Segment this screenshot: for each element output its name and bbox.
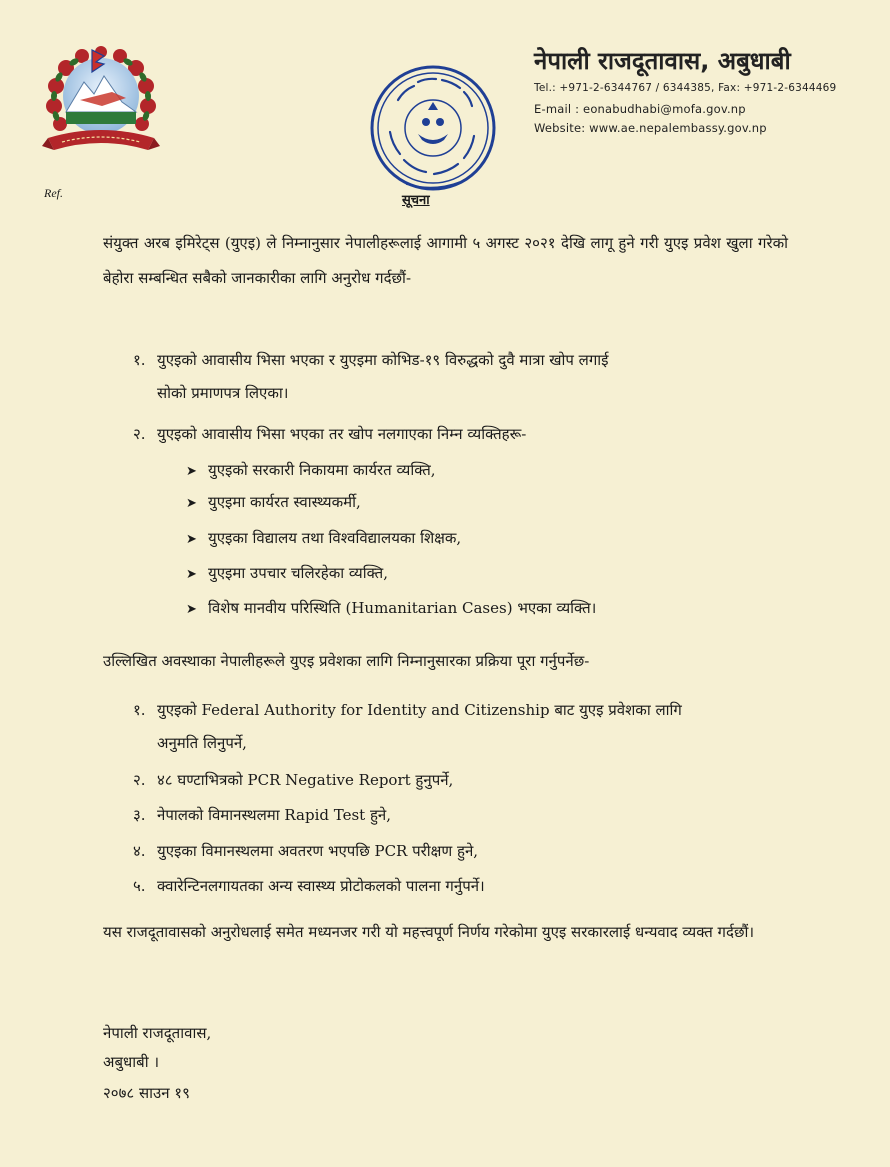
item-text: नेपालको विमानस्थलमा Rapid Test हुने, xyxy=(157,806,392,824)
category-item: ➤ युएइको सरकारी निकायमा कार्यरत व्यक्ति, xyxy=(186,458,786,484)
closing-paragraph: यस राजदूतावासको अनुरोधलाई समेत मध्यनजर गरी यो महत्त्वपूर्ण निर्णय गरेकोमा युएइ सरकारलाई धन्यवाद व्यक्त गर्दछौं। xyxy=(103,923,755,941)
eligibility-item-2 xyxy=(133,418,788,451)
item-number: २. xyxy=(133,771,146,789)
signature-city: अबुधाबी । xyxy=(103,1053,160,1071)
item-text: युएइको Federal Authority for Identity and Citizenship बाट युएइ प्रवेशका लागि xyxy=(157,701,682,719)
item-text: युएइको आवासीय भिसा भएका र युएइमा कोभिड-१९ विरुद्धको दुवै मात्रा खोप लगाई xyxy=(157,351,609,369)
item-text: युएइको आवासीय भिसा भएका तर खोप नलगाएका निम्न व्यक्तिहरू- xyxy=(157,425,527,443)
procedure-item-1 xyxy=(133,694,788,760)
category-item: ➤ युएइमा कार्यरत स्वास्थ्यकर्मी, xyxy=(186,490,786,516)
notice-heading: सूचना xyxy=(402,193,430,208)
arrow-bullet-icon: ➤ xyxy=(186,567,197,582)
item-number: ४. xyxy=(133,842,146,860)
item-text: क्वारेन्टिनलगायतका अन्य स्वास्थ्य प्रोटोकलको पालना गर्नुपर्ने। xyxy=(157,877,485,895)
telephone-fax: Tel.: +971-2-6344767 / 6344385, Fax: +971-2-6344469 xyxy=(534,82,837,94)
arrow-bullet-icon: ➤ xyxy=(186,464,197,479)
category-item: ➤ युएइका विद्यालय तथा विश्वविद्यालयका शिक्षक, xyxy=(186,526,786,552)
arrow-bullet-icon: ➤ xyxy=(186,532,197,547)
arrow-bullet-icon: ➤ xyxy=(186,602,197,617)
category-item: ➤ विशेष मानवीय परिस्थिति (Humanitarian Cases) भएका व्यक्ति। xyxy=(186,596,786,622)
item-number: २. xyxy=(133,425,146,443)
item-text-continued: सोको प्रमाणपत्र लिएका। xyxy=(157,384,289,402)
procedure-item-4 xyxy=(133,835,788,868)
ref-label: Ref. xyxy=(44,186,63,200)
item-number: ५. xyxy=(133,877,146,895)
email-address: E-mail : eonabudhabi@mofa.gov.np xyxy=(534,102,746,116)
nepal-emblem-icon xyxy=(42,42,160,164)
arrow-bullet-icon: ➤ xyxy=(186,496,197,511)
procedure-item-5 xyxy=(133,870,788,903)
eligibility-item-1 xyxy=(133,344,788,410)
item-text-continued: अनुमति लिनुपर्ने, xyxy=(157,734,247,752)
website-address: Website: www.ae.nepalembassy.gov.np xyxy=(534,121,767,135)
embassy-seal-icon xyxy=(368,62,498,194)
signature-date: २०७८ साउन १९ xyxy=(103,1084,190,1102)
item-text: ४८ घण्टाभित्रको PCR Negative Report हुनुपर्ने, xyxy=(157,771,454,789)
embassy-name: नेपाली राजदूतावास, अबुधाबी xyxy=(534,47,791,75)
procedure-item-3 xyxy=(133,799,788,832)
category-item: ➤ युएइमा उपचार चलिरहेका व्यक्ति, xyxy=(186,561,786,587)
intro-paragraph: संयुक्त अरब इमिरेट्स (युएइ) ले निम्नानुसार नेपालीहरूलाई आगामी ५ अगस्ट २०२१ देखि लागू हुने गरी युएइ प्रवेश खुला गरेको बेहोरा सम्बन्धित सबैको जानकारीका लागि अनुरोध गर्दछौं- xyxy=(103,234,788,287)
signature-embassy: नेपाली राजदूतावास, xyxy=(103,1024,212,1042)
item-number: १. xyxy=(133,701,146,719)
procedure-item-2 xyxy=(133,764,788,797)
item-number: ३. xyxy=(133,806,146,824)
item-number: १. xyxy=(133,351,146,369)
procedure-intro: उल्लिखित अवस्थाका नेपालीहरूले युएइ प्रवेशका लागि निम्नानुसारका प्रक्रिया पूरा गर्नुपर्नेछ- xyxy=(103,652,590,670)
item-text: युएइका विमानस्थलमा अवतरण भएपछि PCR परीक्षण हुने, xyxy=(157,842,479,860)
